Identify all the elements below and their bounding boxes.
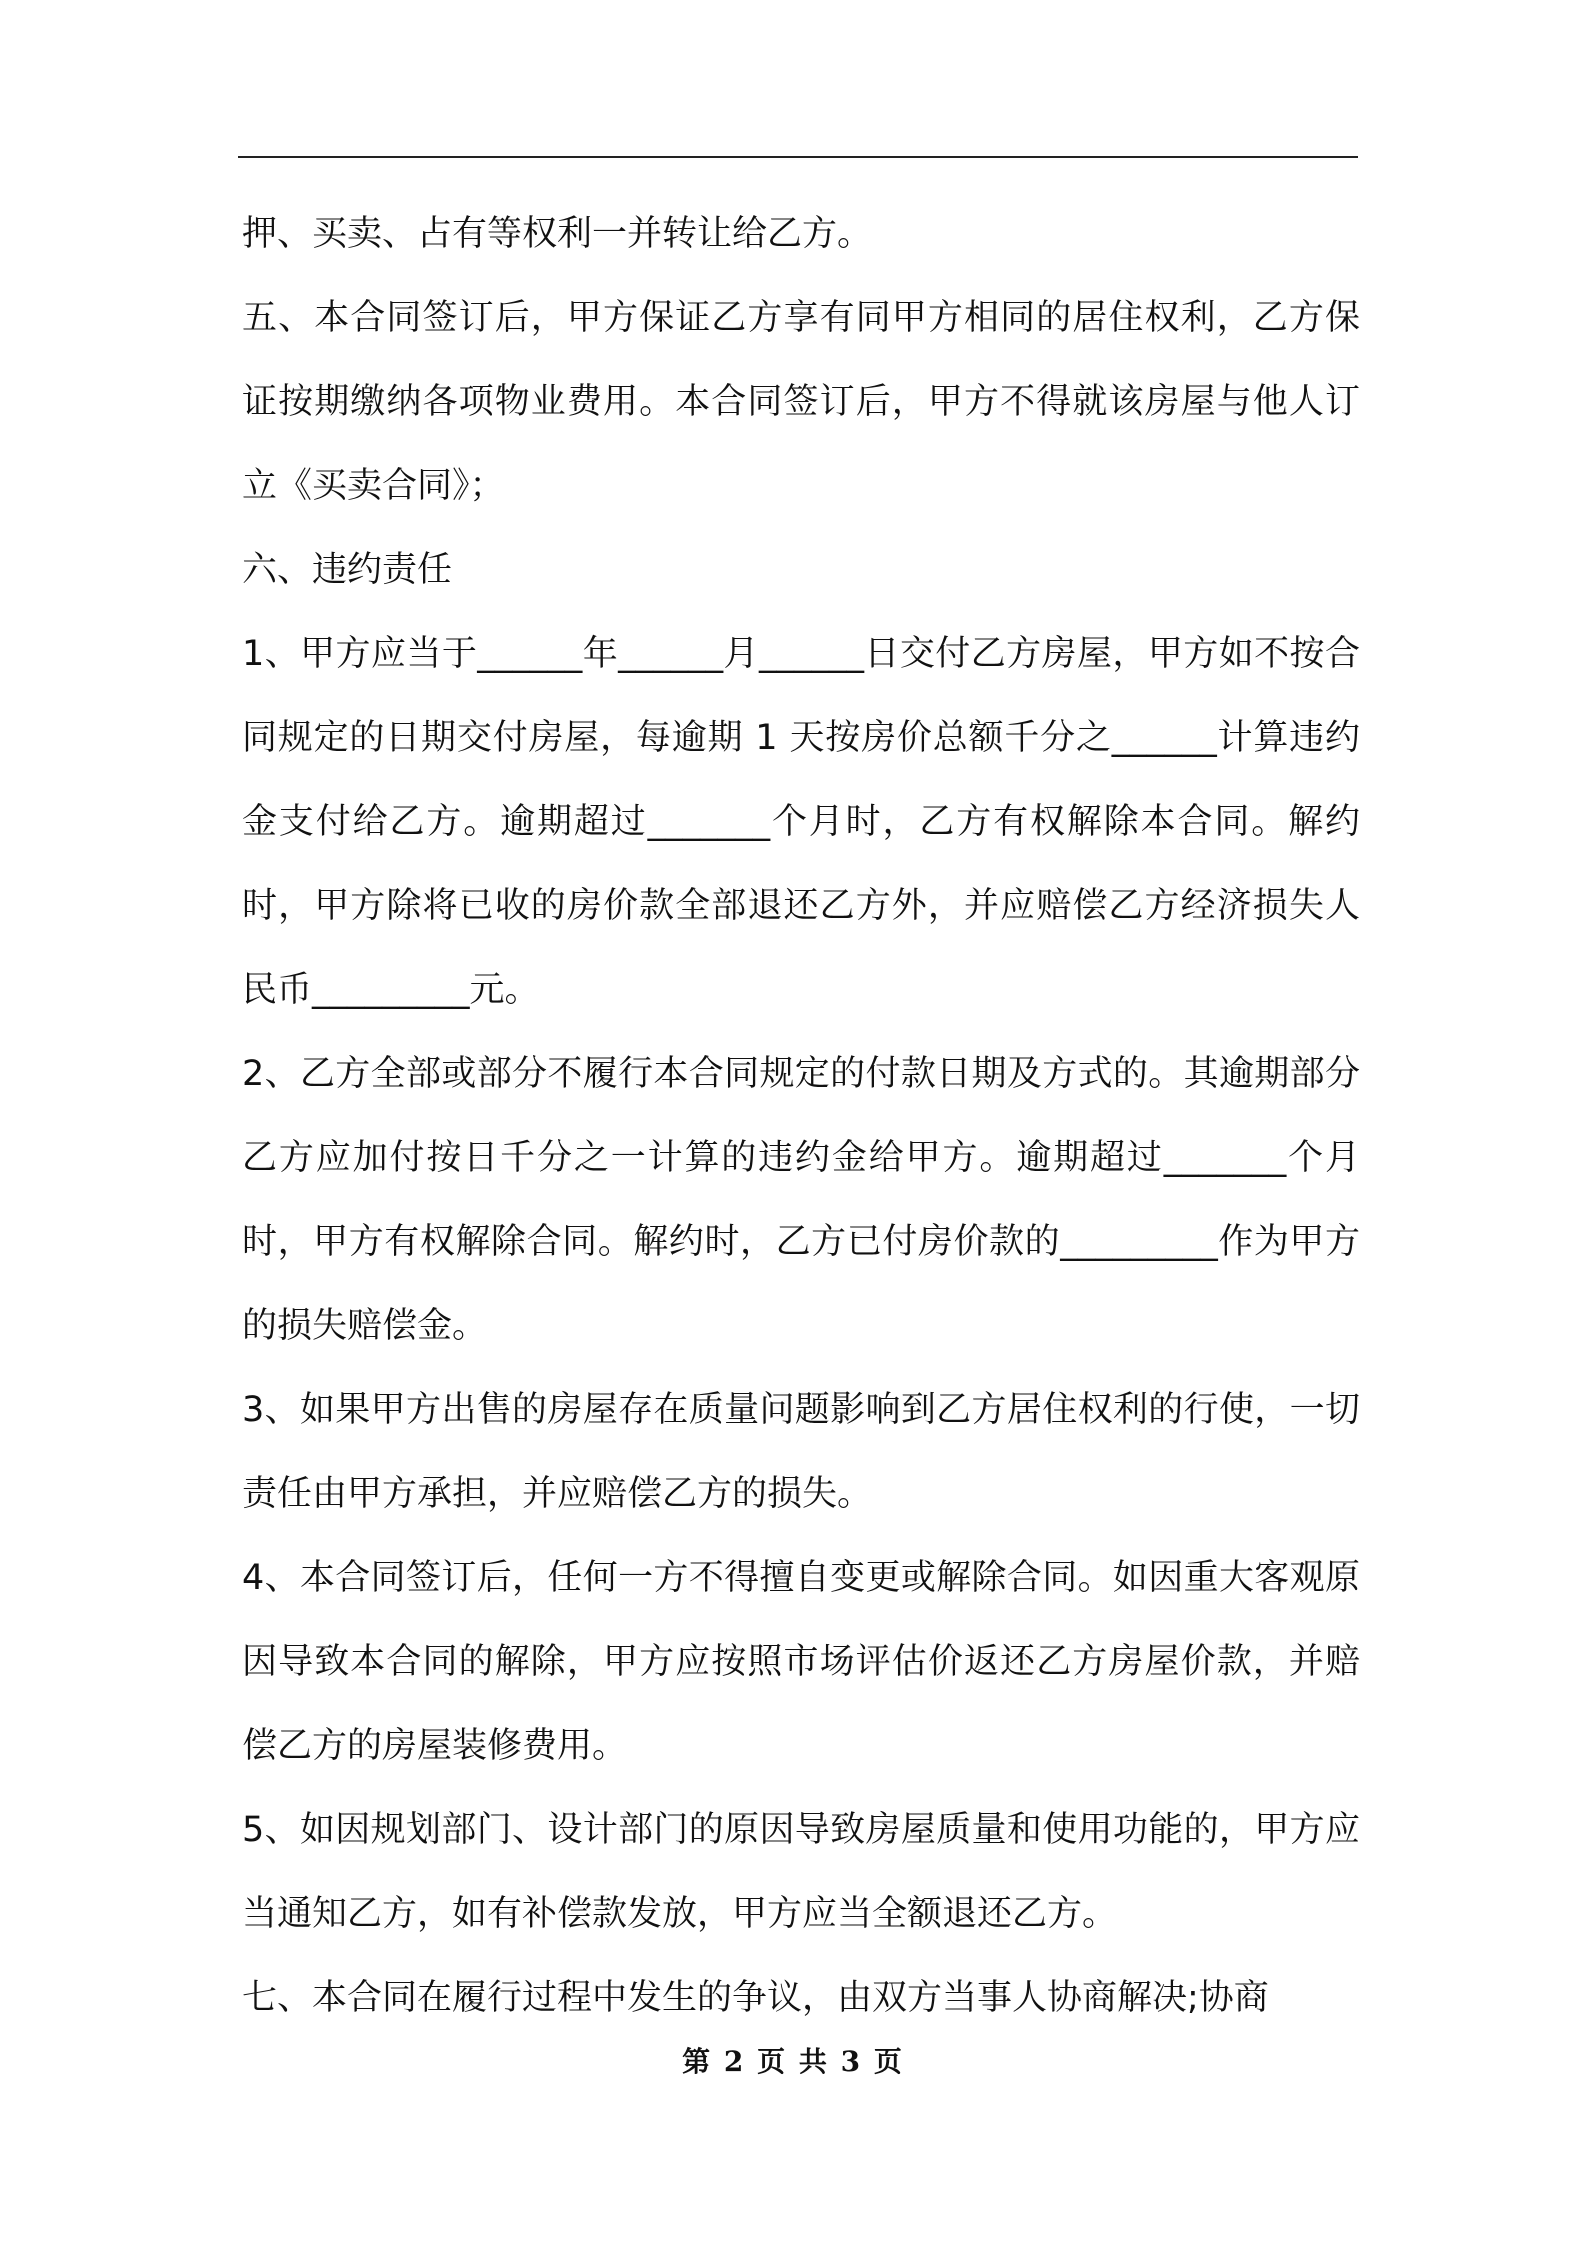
paragraph: 1、甲方应当于______年______月______日交付乙方房屋，甲方如不按合同规定的日期交付房屋，每逾期 1 天按房价总额千分之______计算违约金支付给乙方。逾期超过_______个月时，乙方有权解除本合同。解约时，甲方除将已收的房价款全部退还乙方外，并应赔偿乙方经济损失人民币_________元。 xyxy=(242,634,1360,1010)
paragraph: 5、如因规划部门、设计部门的原因导致房屋质量和使用功能的，甲方应当通知乙方，如有补偿款发放，甲方应当全额退还乙方。 xyxy=(242,1810,1360,1934)
paragraph: 3、如果甲方出售的房屋存在质量问题影响到乙方居住权利的行使，一切责任由甲方承担，并应赔偿乙方的损失。 xyxy=(242,1390,1360,1514)
paragraph: 七、本合同在履行过程中发生的争议，由双方当事人协商解决;协商 xyxy=(242,1978,1269,2018)
section-heading: 六、违约责任 xyxy=(242,550,453,590)
paragraph: 五、本合同签订后，甲方保证乙方享有同甲方相同的居住权利，乙方保证按期缴纳各项物业费用。本合同签订后，甲方不得就该房屋与他人订立《买卖合同》； xyxy=(242,298,1360,506)
header-rule xyxy=(238,156,1358,158)
paragraph: 押、买卖、占有等权利一并转让给乙方。 xyxy=(242,214,873,254)
document-body xyxy=(242,192,1360,2040)
paragraph: 2、乙方全部或部分不履行本合同规定的付款日期及方式的。其逾期部分乙方应加付按日千分之一计算的违约金给甲方。逾期超过_______个月时，甲方有权解除合同。解约时，乙方已付房价款的_________作为甲方的损失赔偿金。 xyxy=(242,1054,1360,1346)
page-number-footer: 第 2 页 共 3 页 xyxy=(682,2045,904,2078)
paragraph: 4、本合同签订后，任何一方不得擅自变更或解除合同。如因重大客观原因导致本合同的解除，甲方应按照市场评估价返还乙方房屋价款，并赔偿乙方的房屋装修费用。 xyxy=(242,1558,1360,1766)
